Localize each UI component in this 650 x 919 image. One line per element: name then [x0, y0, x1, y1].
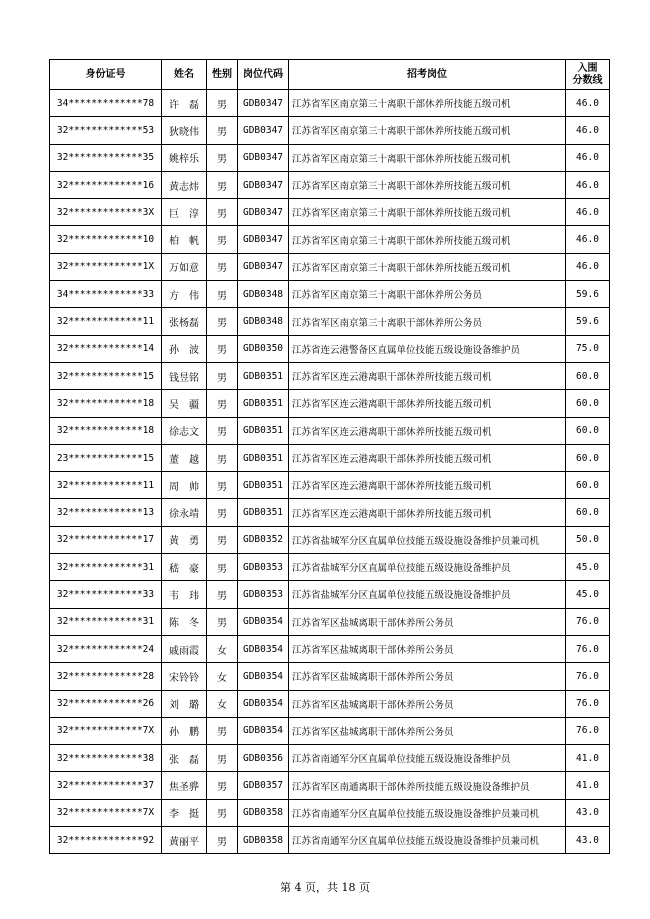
cell-position: 江苏省南通军分区直属单位技能五级设施设备维护员兼司机	[289, 827, 566, 854]
table-row	[50, 335, 610, 362]
cell-id: 32*************24	[50, 635, 162, 662]
table-row	[50, 499, 610, 526]
cell-code: GDB0354	[238, 690, 289, 717]
cell-position: 江苏省军区南京第三十离职干部休养所技能五级司机	[289, 199, 566, 226]
cell-name: 柏 帆	[162, 226, 207, 253]
cell-gender: 男	[207, 281, 238, 308]
table-row	[50, 308, 610, 335]
cell-id: 32*************53	[50, 117, 162, 144]
cell-code: GDB0347	[238, 226, 289, 253]
cell-name: 董 越	[162, 444, 207, 471]
cell-gender: 男	[207, 581, 238, 608]
cell-name: 张 磊	[162, 745, 207, 772]
cell-position: 江苏省盐城军分区直属单位技能五级设施设备维护员兼司机	[289, 526, 566, 553]
cell-name: 狄晓伟	[162, 117, 207, 144]
cell-code: GDB0351	[238, 472, 289, 499]
cell-code: GDB0348	[238, 281, 289, 308]
header-score-line2: 分数线	[572, 74, 603, 86]
cell-position: 江苏省军区南京第三十离职干部休养所公务员	[289, 281, 566, 308]
cell-id: 32*************31	[50, 554, 162, 581]
cell-id: 32*************11	[50, 472, 162, 499]
cell-position: 江苏省军区盐城离职干部休养所公务员	[289, 717, 566, 744]
cell-code: GDB0351	[238, 390, 289, 417]
cell-gender: 男	[207, 717, 238, 744]
header-name: 姓名	[162, 60, 207, 90]
cell-name: 孙 波	[162, 335, 207, 362]
cell-score: 59.6	[566, 308, 610, 335]
cell-gender: 女	[207, 690, 238, 717]
cell-name: 万如意	[162, 253, 207, 280]
table-row	[50, 526, 610, 553]
cell-name: 周 帅	[162, 472, 207, 499]
cell-position: 江苏省南通军分区直属单位技能五级设施设备维护员兼司机	[289, 799, 566, 826]
cell-score: 59.6	[566, 281, 610, 308]
cell-gender: 男	[207, 90, 238, 117]
cell-code: GDB0348	[238, 308, 289, 335]
cell-gender: 男	[207, 417, 238, 444]
cell-score: 41.0	[566, 745, 610, 772]
cell-position: 江苏省军区南京第三十离职干部休养所技能五级司机	[289, 90, 566, 117]
table-row	[50, 417, 610, 444]
cell-id: 34*************78	[50, 90, 162, 117]
cell-position: 江苏省军区连云港离职干部休养所技能五级司机	[289, 444, 566, 471]
cell-score: 60.0	[566, 362, 610, 389]
table-row	[50, 281, 610, 308]
cell-id: 32*************7X	[50, 717, 162, 744]
cell-position: 江苏省军区盐城离职干部休养所公务员	[289, 690, 566, 717]
cell-gender: 男	[207, 390, 238, 417]
cell-code: GDB0351	[238, 499, 289, 526]
table-row	[50, 581, 610, 608]
cell-score: 60.0	[566, 472, 610, 499]
cell-id: 34*************33	[50, 281, 162, 308]
cell-name: 许 磊	[162, 90, 207, 117]
cell-code: GDB0347	[238, 90, 289, 117]
cell-name: 吴 疆	[162, 390, 207, 417]
cell-position: 江苏省军区连云港离职干部休养所技能五级司机	[289, 362, 566, 389]
header-code: 岗位代码	[238, 60, 289, 90]
cell-gender: 男	[207, 362, 238, 389]
cell-gender: 男	[207, 472, 238, 499]
cell-id: 32*************18	[50, 417, 162, 444]
cell-id: 32*************33	[50, 581, 162, 608]
cell-id: 32*************35	[50, 144, 162, 171]
cell-code: GDB0354	[238, 635, 289, 662]
cell-position: 江苏省军区盐城离职干部休养所公务员	[289, 635, 566, 662]
results-sheet	[49, 59, 609, 854]
page-footer: 第 4 页，共 18 页	[280, 881, 370, 894]
header-gender: 性别	[207, 60, 238, 90]
cell-id: 32*************17	[50, 526, 162, 553]
cell-score: 75.0	[566, 335, 610, 362]
cell-code: GDB0353	[238, 581, 289, 608]
cell-code: GDB0351	[238, 444, 289, 471]
cell-gender: 男	[207, 772, 238, 799]
cell-score: 45.0	[566, 554, 610, 581]
cell-code: GDB0347	[238, 171, 289, 198]
header-id: 身份证号	[50, 60, 162, 90]
cell-code: GDB0347	[238, 253, 289, 280]
cell-position: 江苏省军区盐城离职干部休养所公务员	[289, 663, 566, 690]
cell-name: 韦 玮	[162, 581, 207, 608]
cell-id: 32*************3X	[50, 199, 162, 226]
cell-score: 46.0	[566, 171, 610, 198]
cell-id: 32*************92	[50, 827, 162, 854]
cell-score: 76.0	[566, 608, 610, 635]
cell-gender: 男	[207, 444, 238, 471]
cell-gender: 男	[207, 526, 238, 553]
cell-gender: 男	[207, 308, 238, 335]
cell-score: 46.0	[566, 253, 610, 280]
cell-position: 江苏省军区连云港离职干部休养所技能五级司机	[289, 499, 566, 526]
cell-position: 江苏省连云港警备区直属单位技能五级设施设备维护员	[289, 335, 566, 362]
cell-code: GDB0356	[238, 745, 289, 772]
candidate-table	[49, 59, 610, 854]
cell-gender: 男	[207, 608, 238, 635]
header-score-line1: 入围	[577, 62, 598, 74]
cell-gender: 男	[207, 253, 238, 280]
cell-position: 江苏省军区连云港离职干部休养所技能五级司机	[289, 472, 566, 499]
cell-score: 46.0	[566, 144, 610, 171]
cell-score: 43.0	[566, 799, 610, 826]
cell-score: 60.0	[566, 390, 610, 417]
cell-score: 76.0	[566, 635, 610, 662]
cell-score: 45.0	[566, 581, 610, 608]
table-row	[50, 444, 610, 471]
table-row	[50, 690, 610, 717]
cell-position: 江苏省军区南京第三十离职干部休养所技能五级司机	[289, 117, 566, 144]
cell-code: GDB0347	[238, 117, 289, 144]
cell-gender: 男	[207, 226, 238, 253]
cell-id: 32*************10	[50, 226, 162, 253]
cell-score: 76.0	[566, 717, 610, 744]
cell-position: 江苏省盐城军分区直属单位技能五级设施设备维护员	[289, 581, 566, 608]
cell-name: 巨 淳	[162, 199, 207, 226]
cell-id: 32*************26	[50, 690, 162, 717]
cell-id: 32*************13	[50, 499, 162, 526]
cell-name: 陈 冬	[162, 608, 207, 635]
cell-position: 江苏省军区南京第三十离职干部休养所技能五级司机	[289, 144, 566, 171]
cell-position: 江苏省军区连云港离职干部休养所技能五级司机	[289, 390, 566, 417]
cell-code: GDB0347	[238, 199, 289, 226]
table-row	[50, 772, 610, 799]
table-row	[50, 608, 610, 635]
cell-score: 60.0	[566, 417, 610, 444]
cell-gender: 男	[207, 117, 238, 144]
cell-name: 黄 勇	[162, 526, 207, 553]
cell-code: GDB0358	[238, 799, 289, 826]
cell-id: 32*************31	[50, 608, 162, 635]
cell-gender: 女	[207, 663, 238, 690]
cell-gender: 男	[207, 554, 238, 581]
table-row	[50, 226, 610, 253]
cell-name: 黄丽平	[162, 827, 207, 854]
cell-position: 江苏省盐城军分区直属单位技能五级设施设备维护员	[289, 554, 566, 581]
cell-id: 32*************1X	[50, 253, 162, 280]
cell-name: 黄志炜	[162, 171, 207, 198]
cell-position: 江苏省军区南京第三十离职干部休养所技能五级司机	[289, 171, 566, 198]
cell-position: 江苏省军区南京第三十离职干部休养所技能五级司机	[289, 253, 566, 280]
cell-id: 32*************37	[50, 772, 162, 799]
cell-name: 戚雨霞	[162, 635, 207, 662]
cell-gender: 男	[207, 144, 238, 171]
cell-name: 姚梓乐	[162, 144, 207, 171]
table-row	[50, 554, 610, 581]
cell-score: 50.0	[566, 526, 610, 553]
cell-position: 江苏省军区南京第三十离职干部休养所公务员	[289, 308, 566, 335]
cell-name: 徐志文	[162, 417, 207, 444]
table-row	[50, 390, 610, 417]
table-header-row	[50, 60, 610, 90]
table-body	[50, 90, 610, 854]
cell-name: 嵇 豪	[162, 554, 207, 581]
cell-id: 23*************15	[50, 444, 162, 471]
cell-id: 32*************7X	[50, 799, 162, 826]
cell-name: 徐永靖	[162, 499, 207, 526]
cell-score: 60.0	[566, 499, 610, 526]
table-row	[50, 171, 610, 198]
cell-code: GDB0354	[238, 663, 289, 690]
cell-position: 江苏省军区南京第三十离职干部休养所技能五级司机	[289, 226, 566, 253]
table-row	[50, 799, 610, 826]
cell-code: GDB0350	[238, 335, 289, 362]
cell-score: 76.0	[566, 663, 610, 690]
cell-code: GDB0357	[238, 772, 289, 799]
table-row	[50, 199, 610, 226]
cell-name: 宋铃铃	[162, 663, 207, 690]
cell-score: 41.0	[566, 772, 610, 799]
cell-id: 32*************11	[50, 308, 162, 335]
cell-name: 刘 璐	[162, 690, 207, 717]
cell-code: GDB0352	[238, 526, 289, 553]
cell-name: 孙 鹏	[162, 717, 207, 744]
cell-code: GDB0351	[238, 362, 289, 389]
cell-name: 李 挺	[162, 799, 207, 826]
cell-gender: 男	[207, 827, 238, 854]
table-row	[50, 253, 610, 280]
cell-gender: 男	[207, 199, 238, 226]
cell-position: 江苏省军区盐城离职干部休养所公务员	[289, 608, 566, 635]
header-position: 招考岗位	[289, 60, 566, 90]
table-row	[50, 90, 610, 117]
cell-code: GDB0351	[238, 417, 289, 444]
cell-code: GDB0353	[238, 554, 289, 581]
cell-name: 钱昱铭	[162, 362, 207, 389]
cell-id: 32*************16	[50, 171, 162, 198]
table-row	[50, 362, 610, 389]
header-score	[566, 60, 610, 90]
cell-score: 76.0	[566, 690, 610, 717]
cell-id: 32*************18	[50, 390, 162, 417]
table-row	[50, 717, 610, 744]
cell-score: 46.0	[566, 199, 610, 226]
cell-name: 方 伟	[162, 281, 207, 308]
cell-code: GDB0354	[238, 717, 289, 744]
cell-id: 32*************38	[50, 745, 162, 772]
cell-score: 43.0	[566, 827, 610, 854]
cell-code: GDB0347	[238, 144, 289, 171]
table-row	[50, 144, 610, 171]
table-row	[50, 635, 610, 662]
table-row	[50, 117, 610, 144]
cell-name: 张杨磊	[162, 308, 207, 335]
cell-position: 江苏省军区南通离职干部休养所技能五级设施设备维护员	[289, 772, 566, 799]
cell-gender: 男	[207, 171, 238, 198]
table-row	[50, 827, 610, 854]
table-row	[50, 472, 610, 499]
cell-gender: 男	[207, 499, 238, 526]
cell-score: 46.0	[566, 90, 610, 117]
cell-position: 江苏省南通军分区直属单位技能五级设施设备维护员	[289, 745, 566, 772]
table-row	[50, 745, 610, 772]
cell-gender: 男	[207, 335, 238, 362]
cell-code: GDB0354	[238, 608, 289, 635]
cell-code: GDB0358	[238, 827, 289, 854]
cell-id: 32*************28	[50, 663, 162, 690]
cell-gender: 男	[207, 799, 238, 826]
table-row	[50, 663, 610, 690]
cell-score: 46.0	[566, 117, 610, 144]
cell-score: 60.0	[566, 444, 610, 471]
cell-name: 焦圣骅	[162, 772, 207, 799]
cell-gender: 男	[207, 745, 238, 772]
cell-id: 32*************14	[50, 335, 162, 362]
cell-position: 江苏省军区连云港离职干部休养所技能五级司机	[289, 417, 566, 444]
cell-id: 32*************15	[50, 362, 162, 389]
cell-gender: 女	[207, 635, 238, 662]
cell-score: 46.0	[566, 226, 610, 253]
